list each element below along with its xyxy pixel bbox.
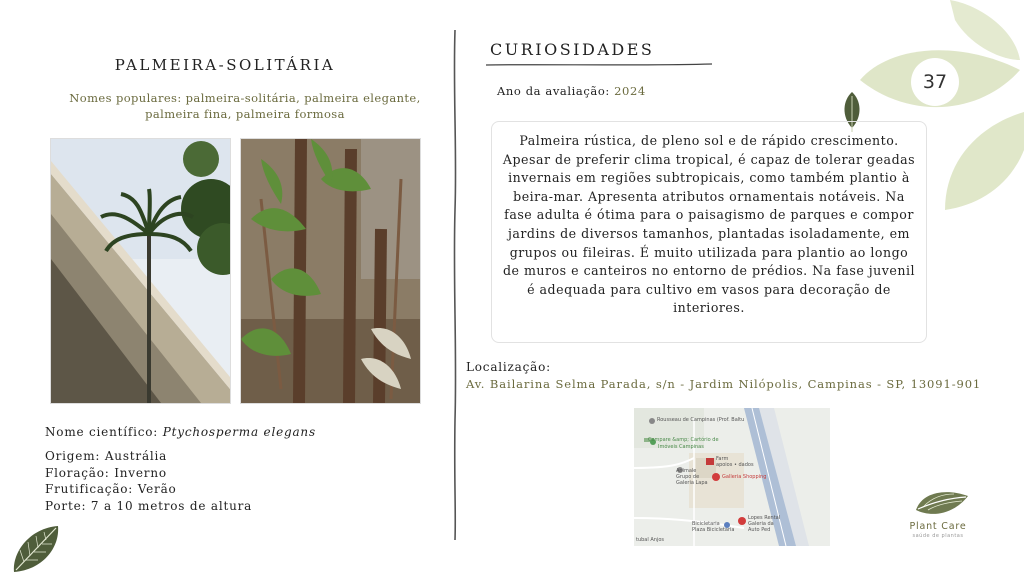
map-label-animale: Animale [676, 468, 697, 474]
map-label-farm: Farm [716, 456, 729, 462]
flowering: Floração: Inverno [45, 465, 167, 480]
title-underline [486, 62, 712, 68]
location-label: Localização: [466, 360, 551, 374]
logo-tagline: saúde de plantas [912, 533, 964, 539]
map-label-bicicletaria2: Plaza Bicicletaria [692, 527, 735, 533]
plant-title: PALMEIRA-SOLITÁRIA [114, 56, 336, 74]
location-address: Av. Bailarina Selma Parada, s/n - Jardim Nilópolis, Campinas - SP, 13091-901 [466, 377, 982, 391]
location-map[interactable] [634, 408, 830, 546]
curiosities-text: Palmeira rústica, de pleno sol e de rápido crescimento. Apesar de preferir clima tropical, é capaz de tolerar geadas invernais em regiões subtropicais, como também plantio à beira-mar. Apresenta atributos ornamentais notáveis. Na fase adulta é ótima para o paisagismo de parques e compor jardins de diversos tamanhos, plantadas isoladamente, em grupos ou fileiras. É muito utilizada para plantio ao longo de muros e canteiros no entorno de prédios. Na fase juvenil é adequada para cultivo em vasos para decoração de interiores. [491, 121, 927, 343]
palm-tree-photo [50, 138, 231, 404]
map-label-lopes: Lopes Rental [748, 515, 781, 521]
map-label-shopping: Galleria Shopping [722, 474, 767, 480]
map-label-compare: Compare &amp; Cartório de [648, 437, 719, 443]
logo-name: Plant Care [909, 521, 967, 532]
leaf-shape [950, 0, 1020, 60]
map-label-bicicletaria: Bicicletaria [692, 521, 720, 527]
vertical-divider [452, 30, 458, 540]
curiosities-title: CURIOSIDADES [490, 40, 655, 59]
size: Porte: 7 a 10 metros de altura [45, 498, 253, 513]
scientific-name-row [45, 425, 316, 439]
plant-care-logo-icon [914, 488, 970, 518]
popular-names-line1: Nomes populares: palmeira-solitária, palmeira elegante, [69, 91, 421, 105]
map-label-farm2: apoios • dados [716, 462, 754, 468]
decorative-leaf-bottom-left [8, 522, 62, 576]
map-label-animale2: Grupo de [676, 474, 700, 480]
map-label-lopes3: Auto Ped [748, 527, 771, 533]
map-label-anjo: tubal Anjos [636, 537, 664, 543]
map-label-school: Rousseau de Campinas (Prof. Baltu [657, 417, 745, 423]
origin: Origem: Austrália [45, 449, 168, 463]
popular-names [40, 90, 450, 122]
map-label-compare2: Imóveis Campinas [658, 444, 704, 450]
scientific-label: Nome científico: [45, 425, 163, 439]
leaf-shape [945, 112, 1024, 210]
popular-names-line2: palmeira fina, palmeira formosa [145, 107, 345, 121]
evaluation-year-label: Ano da avaliação: [497, 84, 615, 98]
evaluation-year [497, 84, 646, 98]
page-number-badge: 37 [911, 58, 959, 106]
evaluation-year-value: 2024 [614, 84, 646, 98]
fruiting: Frutificação: Verão [45, 482, 177, 496]
scientific-name: Ptychosperma elegans [162, 425, 316, 439]
map-label-animale3: Galeria Lapa [676, 480, 708, 486]
map-label-lopes2: Galeria da [748, 521, 774, 527]
palm-stems-photo [240, 138, 421, 404]
